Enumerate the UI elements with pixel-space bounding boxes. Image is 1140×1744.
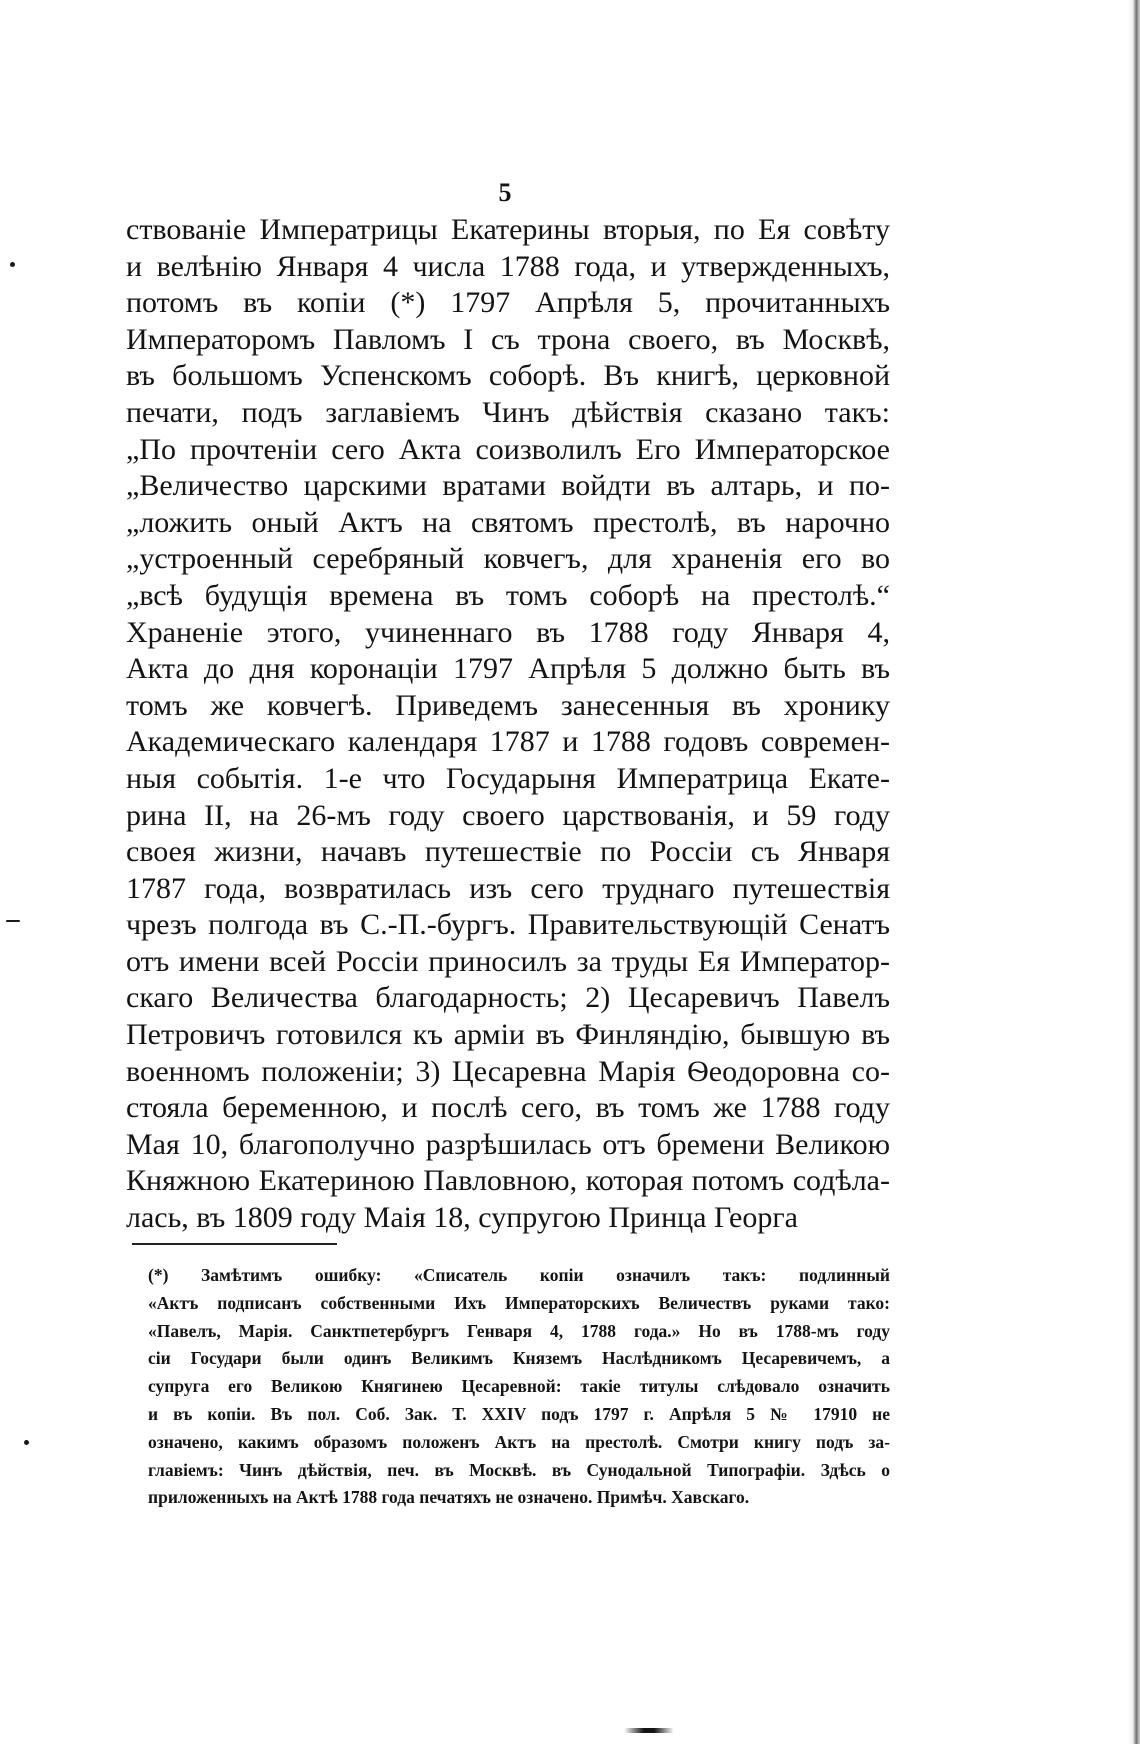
text-line: томъ же ковчегѣ. Приведемъ занесенныя въ хронику [126,688,890,722]
text-line: Храненіе этого, учиненнаго въ 1788 году Января 4, [126,615,890,649]
text-line: 1787 года, возвратилась изъ сего труднаго путешествія [126,871,890,905]
main-text [126,212,890,1237]
ornament-rule [624,1728,674,1733]
text-line: „Величество царскими вратами войдти въ алтарь, и по- [126,469,890,503]
text-line: лась, въ 1809 году Маія 18, супругою Принца Георга [126,1201,798,1235]
text-line: Княжною Екатериною Павловною, которая потомъ содѣла- [126,1164,890,1198]
scan-speck [10,262,15,267]
text-line: военномъ положеніи; 3) Цесаревна Марія Ѳеодоровна со- [126,1054,890,1088]
text-line: и велѣнію Января 4 числа 1788 года, и утвержденныхъ, [126,249,890,283]
scan-speck [6,920,20,922]
footnote-line: главіемъ: Чинъ дѣйствія, печ. въ Москвѣ. въ Сунодальной Типографіи. Здѣсь о [148,1459,890,1480]
text-line: Петровичъ готовился къ арміи въ Финляндію, бывшую въ [126,1018,890,1052]
text-line: своея жизни, начавъ путешествіе по Россіи съ Января [126,835,890,869]
footnote-line: приложенныхъ на Актѣ 1788 года печатяхъ не означено. Примѣч. Хавскаго. [148,1487,750,1508]
text-line: чрезъ полгода въ С.-П.-бургъ. Правительствующій Сенатъ [126,908,890,942]
text-line: отъ имени всей Россіи приносилъ за труды Ея Император- [126,944,890,978]
text-line: ныя событія. 1-е что Государыня Императрица Екате- [126,761,890,795]
footnote-divider [132,1243,337,1245]
footnote-line: «Актъ подписанъ собственными Ихъ Императорскихъ Величествъ руками тако: [148,1292,890,1313]
page-number: 5 [498,178,512,207]
text-line: Императоромъ Павломъ I съ трона своего, въ Москвѣ, [126,322,890,356]
text-line: Мая 10, благополучно разрѣшилась отъ бремени Великою [126,1127,890,1161]
text-line: рина II, на 26-мъ году своего царствованія, и 59 году [126,798,890,832]
text-line: стояла беременною, и послѣ сего, въ томъ же 1788 году [126,1091,890,1125]
text-line: „устроенный серебряный ковчегъ, для храненія его во [126,542,890,576]
text-line: „ложить оный Актъ на святомъ престолѣ, въ нарочно [126,505,890,539]
footnote-line: «Павелъ, Марія. Санктпетербургъ Генваря 4, 1788 года.» Но въ 1788-мъ году [148,1320,890,1341]
text-line: въ большомъ Успенскомъ соборѣ. Въ книгѣ, церковной [126,359,890,393]
footnote-line: (*) Замѣтимъ ошибку: «Списатель копіи означилъ такъ: подлинный [148,1265,890,1285]
text-line: ствованіе Императрицы Екатерины вторыя, по Ея совѣту [126,213,890,246]
footnote-line: означено, какимъ образомъ положенъ Актъ на престолѣ. Смотри книгу подъ за- [148,1431,890,1452]
footnote-line: супруга его Великою Княгинею Цесаревной: такіе титулы слѣдовало означить [148,1376,890,1397]
page-edge-shadow [1128,0,1140,1744]
footnote-line: и въ копіи. Въ пол. Соб. Зак. Т. XXIV подъ 1797 г. Апрѣля 5 № 17910 не [148,1403,890,1424]
text-line: „По прочтеніи сего Акта соизволилъ Его Императорское [126,432,890,466]
text-line: Академическаго календаря 1787 и 1788 годовъ современ- [126,725,890,759]
text-line: скаго Величества благодарность; 2) Цесаревичъ Павелъ [126,981,890,1015]
footnote [148,1262,890,1512]
text-line: печати, подъ заглавіемъ Чинъ дѣйствія сказано такъ: [126,395,890,429]
text-line: „всѣ будущія времена въ томъ соборѣ на престолѣ.“ [126,578,890,612]
text-line: Акта до дня коронаціи 1797 Апрѣля 5 должно быть въ [126,652,890,686]
text-line: потомъ въ копіи (*) 1797 Апрѣля 5, прочитанныхъ [126,286,890,320]
footnote-line: сіи Государи были одинъ Великимъ Княземъ Наслѣдникомъ Цесаревичемъ, а [148,1348,890,1369]
scan-speck [24,1440,29,1445]
